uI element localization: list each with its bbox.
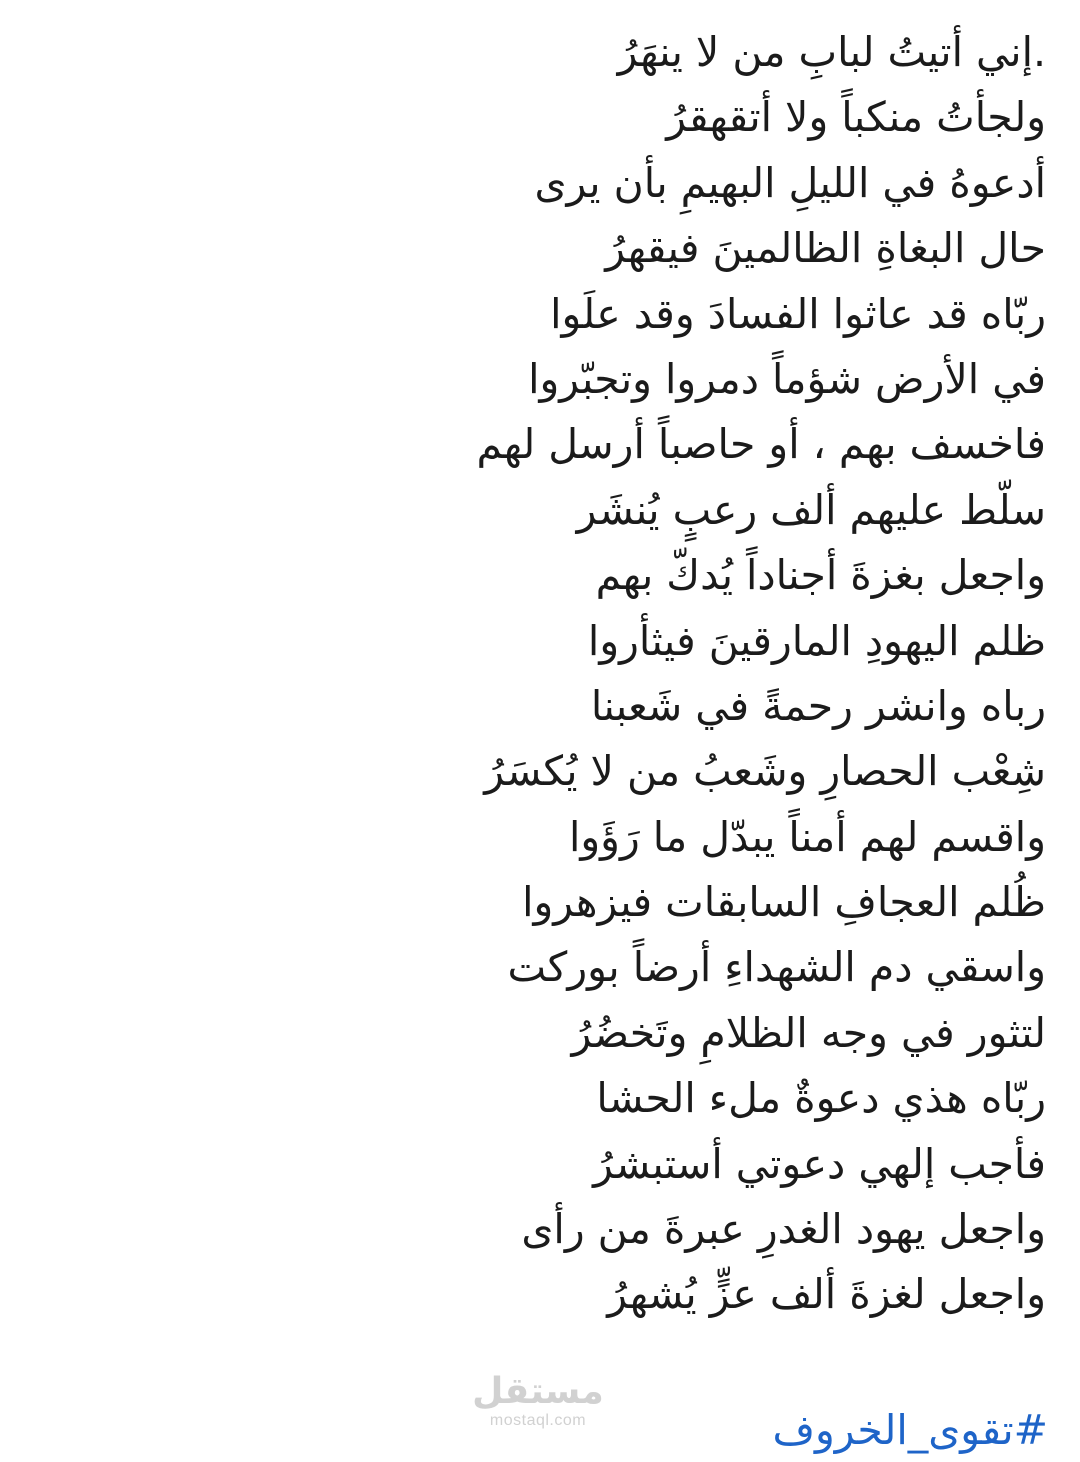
- hashtag-link[interactable]: #تقوى_الخروف: [772, 1406, 1048, 1454]
- poem-line: واجعل لغزةَ ألف عزٍّ يُشهرُ: [607, 1270, 1046, 1319]
- poem-line: فاخسف بهم ، أو حاصباً أرسل لهم: [476, 420, 1046, 469]
- poem-line: ولجأتُ منكباً ولا أتقهقرُ: [666, 93, 1046, 142]
- poem-line: ربّاه قد عاثوا الفسادَ وقد علَوا: [550, 289, 1046, 338]
- watermark-url: mostaql.com: [489, 1412, 587, 1429]
- poem-line: شِعْب الحصارِ وشَعبُ من لا يُكسَرُ: [484, 747, 1046, 796]
- poem-line: ظُلم العجافِ السابقات فيزهروا: [522, 878, 1046, 927]
- poem-line: واجعل يهود الغدرِ عبرةَ من رأى: [521, 1205, 1046, 1254]
- poem-line: ربّاه هذي دعوةٌ ملء الحشا: [596, 1074, 1046, 1123]
- poem-line: حال البغاةِ الظالمينَ فيقهرُ: [605, 224, 1046, 273]
- poem-line: لتثور في وجه الظلامِ وتَخضُرُ: [571, 1008, 1046, 1057]
- poem-line: واجعل بغزةَ أجناداً يُدكّ بهم: [595, 551, 1046, 600]
- poem-line: واسقي دم الشهداءِ أرضاً بوركت: [507, 943, 1046, 992]
- watermark-logo: مستقل: [472, 1371, 604, 1412]
- mostaql-watermark: [468, 1372, 608, 1430]
- poem-line: رباه وانشر رحمةً في شَعبنا: [590, 681, 1046, 730]
- poem-line: سلّط عليهم ألف رعبٍ يُنشَر: [576, 485, 1046, 534]
- poem-line: ظلم اليهودِ المارقينَ فيثأروا: [587, 616, 1046, 665]
- poem-line: أدعوهُ في الليلِ البهيمِ بأن يرى: [534, 158, 1046, 207]
- poem-body: [46, 20, 1046, 1328]
- poem-line: .إني أتيتُ لبابِ من لا ينهَرُ: [617, 28, 1046, 76]
- poem-line: في الأرض شؤماً دمروا وتجبّروا: [528, 354, 1046, 403]
- poem-line: واقسم لهم أمناً يبدّل ما رَؤَوا: [568, 812, 1046, 861]
- poem-line: فأجب إلهي دعوتي أستبشرُ: [593, 1139, 1046, 1188]
